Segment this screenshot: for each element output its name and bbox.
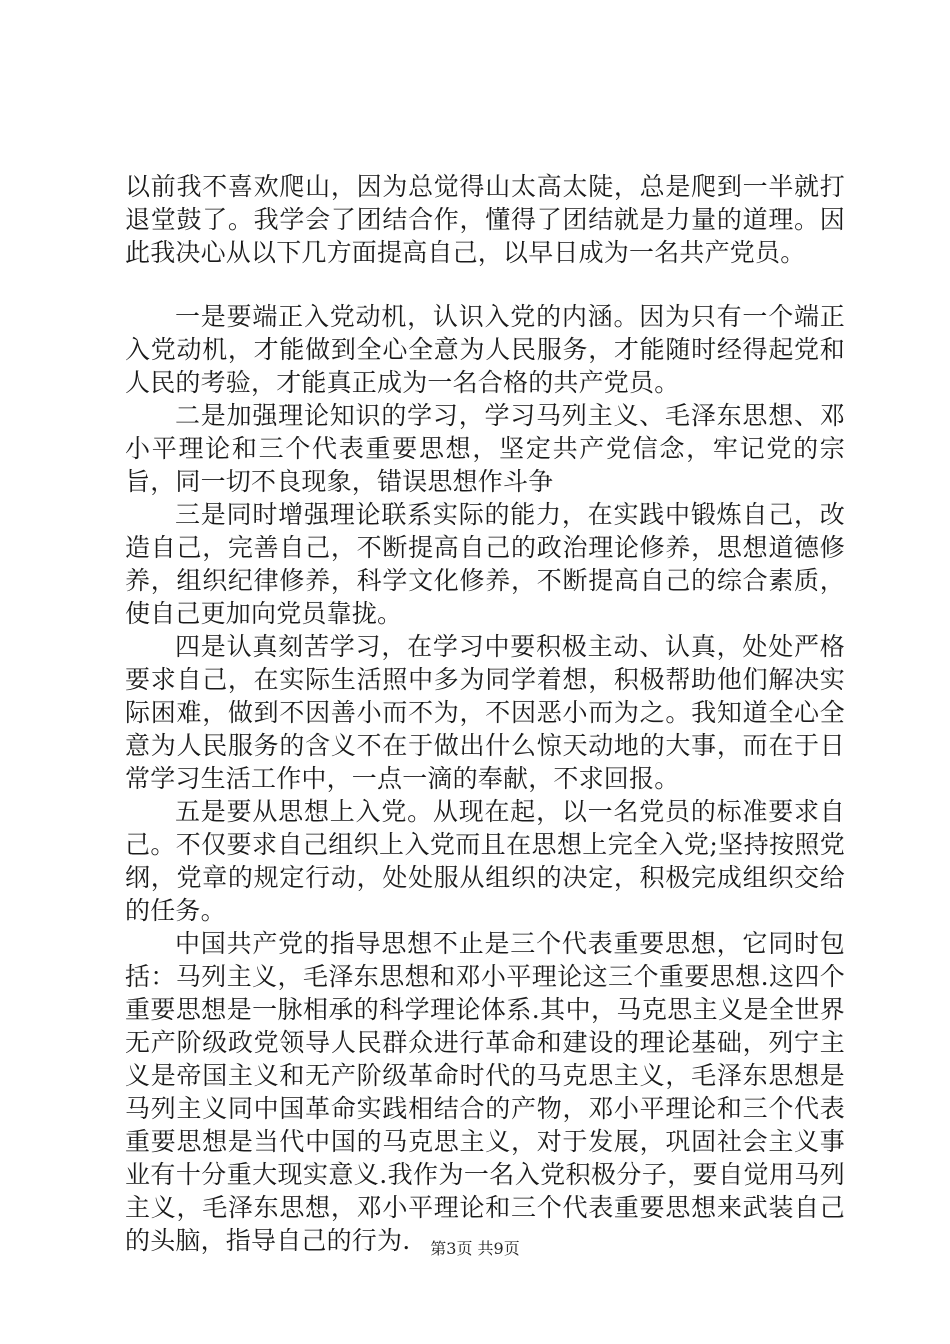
page-number-footer: 第3页 共9页 [430, 1239, 520, 1258]
document-body [125, 170, 845, 1257]
paragraph-point-2: 二是加强理论知识的学习，学习马列主义、毛泽东思想、邓小平理论和三个代表重要思想，坚定共产党信念，牢记党的宗旨，同一切不良现象，错误思想作斗争 [125, 401, 845, 496]
paragraph-point-1: 一是要端正入党动机，认识入党的内涵。因为只有一个端正入党动机，才能做到全心全意为人民服务，才能随时经得起党和人民的考验，才能真正成为一名合格的共产党员。 [125, 302, 845, 397]
paragraph-point-4: 四是认真刻苦学习，在学习中要积极主动、认真，处处严格要求自己，在实际生活照中多为同学着想，积极帮助他们解决实际困难，做到不因善小而不为，不因恶小而为之。我知道全心全意为人民服务的含义不在于做出什么惊天动地的大事，而在于日常学习生活工作中，一点一滴的奉献，不求回报。 [125, 632, 845, 793]
paragraph-intro: 以前我不喜欢爬山，因为总觉得山太高太陡，总是爬到一半就打退堂鼓了。我学会了团结合作，懂得了团结就是力量的道理。因此我决心从以下几方面提高自己，以早日成为一名共产党员。 [125, 172, 845, 267]
paragraph-point-3: 三是同时增强理论联系实际的能力，在实践中锻炼自己，改造自己，完善自己，不断提高自己的政治理论修养，思想道德修养，组织纪律修养，科学文化修养，不断提高自己的综合素质，使自己更加向党员靠拢。 [125, 500, 845, 628]
paragraph-point-5: 五是要从思想上入党。从现在起，以一名党员的标准要求自己。不仅要求自己组织上入党而且在思想上完全入党;坚持按照党纲，党章的规定行动，处处服从组织的决定，积极完成组织交给的任务。 [125, 797, 845, 925]
paragraph-guiding-thought: 中国共产党的指导思想不止是三个代表重要思想，它同时包括：马列主义，毛泽东思想和邓小平理论这三个重要思想.这四个重要思想是一脉相承的科学理论体系.其中，马克思主义是全世界无产阶级政党领导人民群众进行革命和建设的理论基础，列宁主义是帝国主义和无产阶级革命时代的马克思主义，毛泽东思想是马列主义同中国革命实践相结合的产物，邓小平理论和三个代表重要思想是当代中国的马克思主义，对于发展，巩固社会主义事业有十分重大现实意义.我作为一名入党积极分子，要自觉用马列主义，毛泽东思想，邓小平理论和三个代表重要思想来武装自己的头脑，指导自己的行为. [125, 929, 845, 1255]
